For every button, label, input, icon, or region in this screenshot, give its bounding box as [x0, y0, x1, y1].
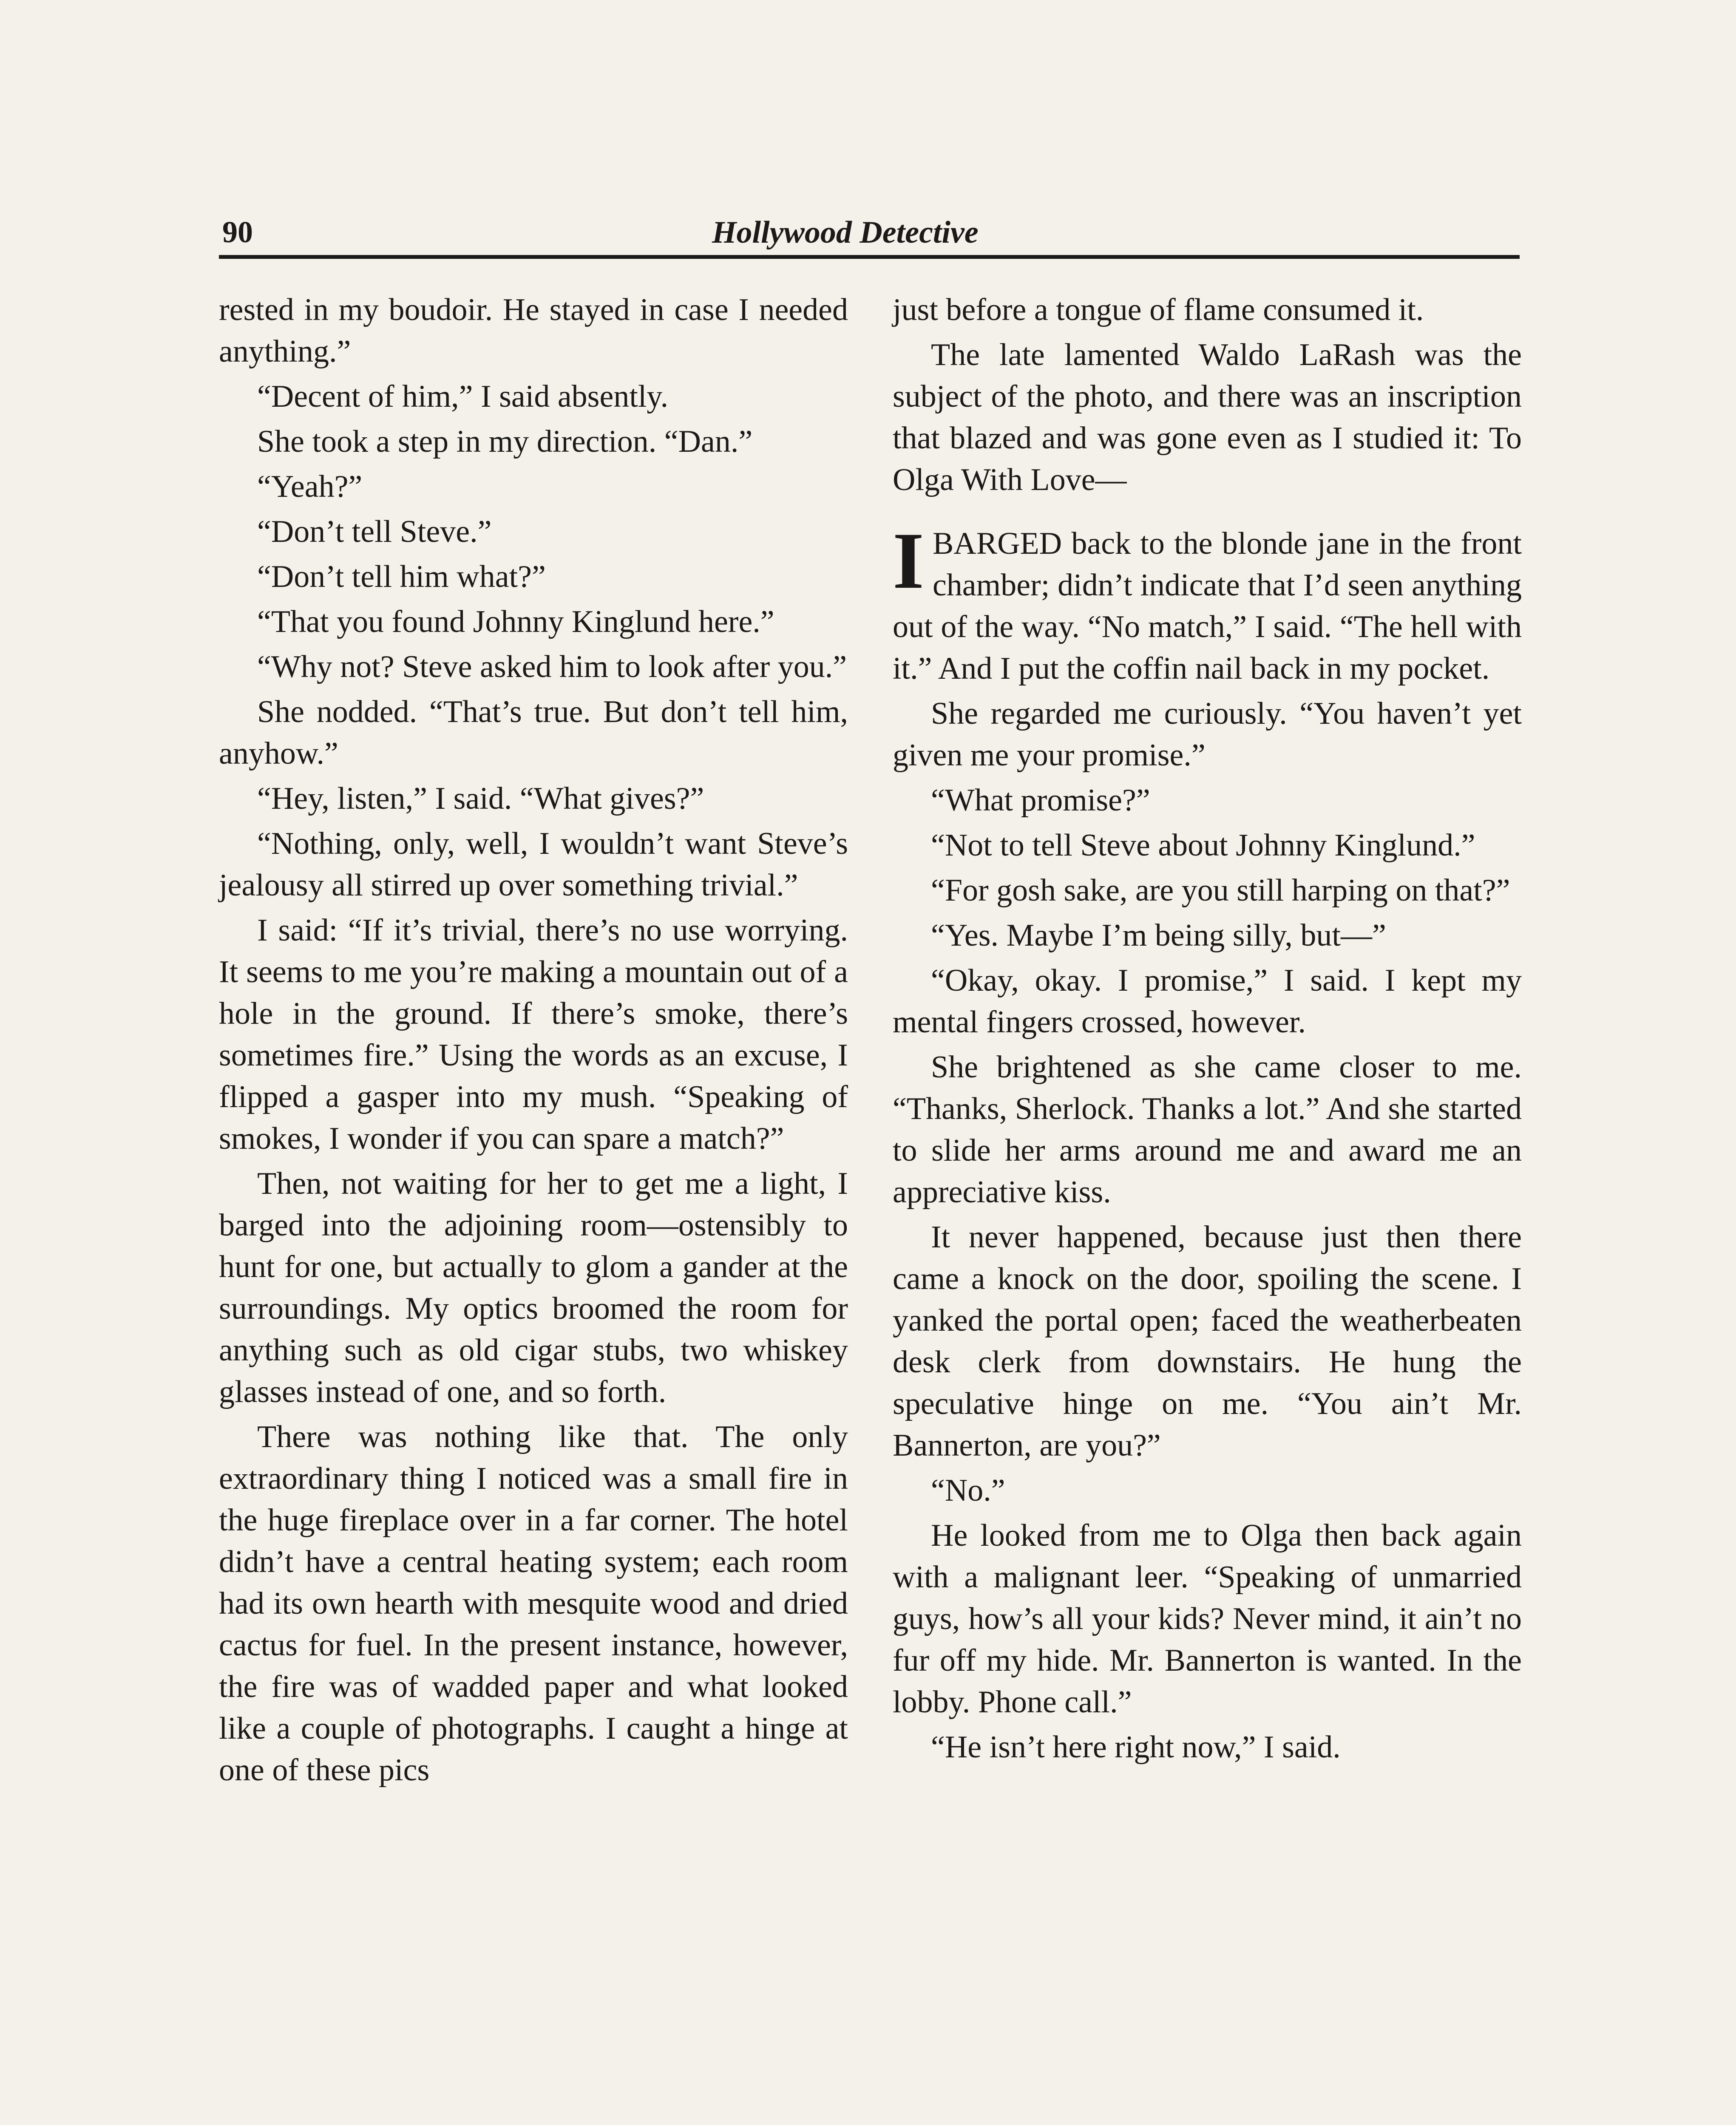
- page-header: [219, 215, 1520, 259]
- right-column: [893, 289, 1522, 1771]
- paragraph: “Hey, listen,” I said. “What gives?”: [257, 781, 704, 816]
- paragraph-text: BARGED back to the blonde jane in the front chamber; didn’t indicate that I’d seen anything out of the way. “No match,” I said. “The hell with it.” And I put the coffin nail back in my pocket.: [893, 526, 1522, 686]
- paragraph: “Yeah?”: [257, 469, 363, 504]
- paragraph: “That you found Johnny Kinglund here.”: [257, 604, 774, 639]
- section-opening-paragraph: [893, 516, 1522, 689]
- page-number: 90: [222, 215, 253, 249]
- paragraph: “For gosh sake, are you still harping on that?”: [931, 873, 1510, 908]
- paragraph: “Don’t tell him what?”: [257, 559, 546, 594]
- paragraph: “No.”: [931, 1473, 1005, 1508]
- paragraph: rested in my boudoir. He stayed in case I needed anything.”: [219, 292, 848, 369]
- paragraph: Then, not waiting for her to get me a light, I barged into the adjoining room—ostensibly to hunt for one, but actually to glom a gander at the surroundings. My optics broomed the room for anything such as old cigar stubs, two whiskey glasses instead of one, and so forth.: [219, 1166, 848, 1409]
- paragraph: She brightened as she came closer to me. “Thanks, Sherlock. Thanks a lot.” And she started to slide her arms around me and award me an appreciative kiss.: [893, 1050, 1522, 1210]
- paragraph: She regarded me curiously. “You haven’t yet given me your promise.”: [893, 696, 1522, 773]
- paragraph: “Okay, okay. I promise,” I said. I kept my mental fingers crossed, however.: [893, 963, 1522, 1040]
- paragraph: It never happened, because just then there came a knock on the door, spoiling the scene. I yanked the portal open; faced the weatherbeaten desk clerk from downstairs. He hung the speculative hinge on me. “You ain’t Mr. Bannerton, are you?”: [893, 1220, 1522, 1463]
- paragraph: “He isn’t here right now,” I said.: [931, 1730, 1341, 1765]
- paragraph: He looked from me to Olga then back again with a malignant leer. “Speaking of unmarried guys, how’s all your kids? Never mind, it ain’t no fur off my hide. Mr. Bannerton is wanted. In the lobby. Phone call.”: [893, 1518, 1522, 1720]
- paragraph: I said: “If it’s trivial, there’s no use worrying. It seems to me you’re making a mountain out of a hole in the ground. If there’s smoke, there’s sometimes fire.” Using the words as an excuse, I flipped a gasper into my mush. “Speaking of smokes, I wonder if you can spare a match?”: [219, 913, 848, 1156]
- paragraph: “What promise?”: [931, 783, 1150, 818]
- paragraph: “Nothing, only, well, I wouldn’t want Steve’s jealousy all stirred up over something trivial.”: [219, 826, 848, 903]
- paragraph: “Why not? Steve asked him to look after you.”: [257, 649, 847, 684]
- paragraph: She nodded. “That’s true. But don’t tell him, anyhow.”: [219, 694, 848, 771]
- paragraph: “Decent of him,” I said absently.: [257, 379, 669, 414]
- running-title: Hollywood Detective: [712, 215, 979, 250]
- paragraph: She took a step in my direction. “Dan.”: [257, 424, 753, 459]
- paragraph: “Yes. Maybe I’m being silly, but—”: [931, 918, 1386, 953]
- paragraph: The late lamented Waldo LaRash was the subject of the photo, and there was an inscription that blazed and was gone even as I studied it: To Olga With Love—: [893, 337, 1522, 497]
- paragraph: “Not to tell Steve about Johnny Kinglund.”: [931, 828, 1475, 863]
- paragraph: There was nothing like that. The only extraordinary thing I noticed was a small fire in the huge fireplace over in a far corner. The hotel didn’t have a central heating system; each room had its own hearth with mesquite wood and dried cactus for fuel. In the present instance, however, the fire was of wadded paper and what looked like a couple of photographs. I caught a hinge at one of these pics: [219, 1420, 848, 1788]
- drop-cap: I: [893, 516, 924, 606]
- paragraph: just before a tongue of flame consumed it.: [893, 292, 1424, 327]
- left-column: [219, 289, 848, 1794]
- paragraph: “Don’t tell Steve.”: [257, 514, 492, 549]
